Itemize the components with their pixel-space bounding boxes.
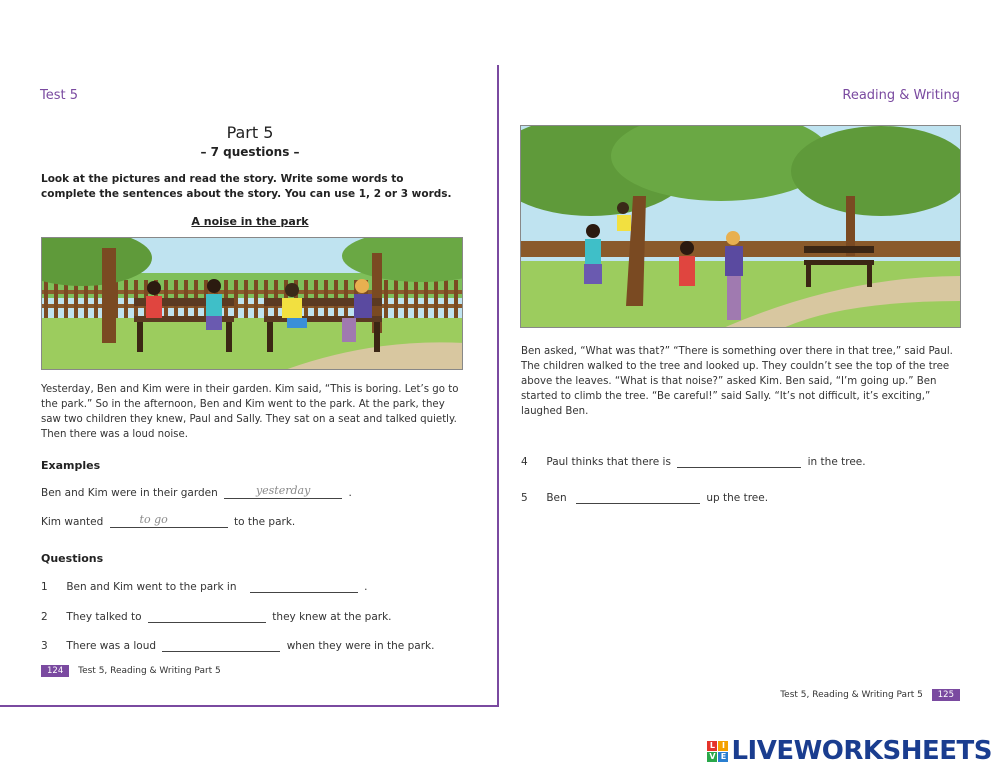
question-2-text: They talked to [66,611,142,623]
liveworksheets-logo [707,736,992,766]
right-page-number: 125 [932,689,960,701]
tree-climbing-illustration [520,125,961,328]
fence-post [434,280,438,318]
park-bench-illustration [41,237,463,370]
left-page-number: 124 [41,665,69,677]
example-2-text: Kim wanted [41,516,104,528]
question-2-number: 2 [41,611,48,623]
question-3-after: when they were in the park. [286,640,435,652]
part-subtitle: – 7 questions – [200,145,300,159]
right-page [500,0,1000,710]
question-4-text: Paul thinks that there is [546,456,671,468]
example-1-answer: yesterday [255,484,311,497]
left-footer [41,665,221,677]
question-1-answer-field[interactable] [250,581,358,593]
question-4-number: 4 [521,456,528,468]
logo-text: LIVEWORKSHEETS [731,736,992,766]
example-2-answer: to go [139,513,168,526]
question-1-number: 1 [41,581,48,593]
question-row-2 [41,611,392,623]
fence-post [44,280,48,318]
logo-letter-i: I [718,741,728,751]
left-page [0,65,499,707]
fence-post [414,280,418,318]
question-3-text: There was a loud [66,640,157,652]
right-footer-text: Test 5, Reading & Writing Part 5 [780,690,923,700]
fence-post [234,280,238,318]
fence-post [254,280,258,318]
fence-post [384,280,388,318]
example-row-2 [41,513,296,528]
left-page-header: Test 5 [40,88,79,103]
examples-heading: Examples [41,459,101,472]
fence-post [244,280,248,318]
logo-letter-v: V [709,751,716,761]
question-5-after: up the tree. [706,492,769,504]
example-2-answer-field[interactable] [110,513,228,528]
fence-post [94,280,98,318]
story-text-left: Yesterday, Ben and Kim were in their garden. Kim said, “This is boring. Let’s go to the park.” So in the afternoon, Ben and Kim went to the park. At the park, they saw two children they knew, Paul and Sally. They sat on a seat and talked quietly. Then there was a loud noise. [41,384,459,440]
question-row-4 [521,456,866,468]
fence-post [404,280,408,318]
part-title: Part 5 [226,123,274,142]
question-row-1 [41,581,368,593]
fence-post [444,280,448,318]
example-1-text: Ben and Kim were in their garden [41,487,218,499]
question-1-text: Ben and Kim went to the park in [66,581,237,593]
fence-post [424,280,428,318]
right-footer [780,689,960,701]
fence-post [394,280,398,318]
question-3-number: 3 [41,640,48,652]
fence-post [124,280,128,318]
fence-post [64,280,68,318]
example-2-after: to the park. [233,516,296,528]
instructions: Look at the pictures and read the story. Write some words to complete the sentences about the story. You can use 1, 2 or 3 words. [41,173,452,200]
question-1-after: . [364,581,368,593]
logo-letter-l: L [707,741,717,751]
question-2-answer-field[interactable] [148,611,266,623]
left-footer-text: Test 5, Reading & Writing Part 5 [78,666,221,676]
example-1-after: . [348,487,352,499]
story-title: A noise in the park [191,215,309,228]
fence-post [54,280,58,318]
logo-letter-e: E [718,752,728,762]
question-4-after: in the tree. [807,456,866,468]
question-5-answer-field[interactable] [576,492,700,504]
question-2-after: they knew at the park. [272,611,392,623]
story-text-right: Ben asked, “What was that?” “There is something over there in that tree,” said Paul. The children walked to the tree and looked up. They couldn’t see the top of the tree above the leaves. “What is that noise?” asked Kim. Ben said, “I’m going up.” Ben started to climb the tree. “Be careful!” said Sally. “It’s not difficult, it’s exciting,” laughed Ben. [521,346,953,417]
example-row-1 [41,484,352,499]
example-1-answer-field[interactable] [224,484,342,499]
question-row-5 [521,492,768,504]
question-5-text: Ben [546,492,567,504]
fence-post [454,280,458,318]
questions-heading: Questions [41,552,104,565]
question-4-answer-field[interactable] [677,456,801,468]
question-5-number: 5 [521,492,528,504]
question-3-answer-field[interactable] [162,640,280,652]
right-page-header: Reading & Writing [842,88,960,103]
logo-badge [707,741,728,762]
question-row-3 [41,640,434,652]
